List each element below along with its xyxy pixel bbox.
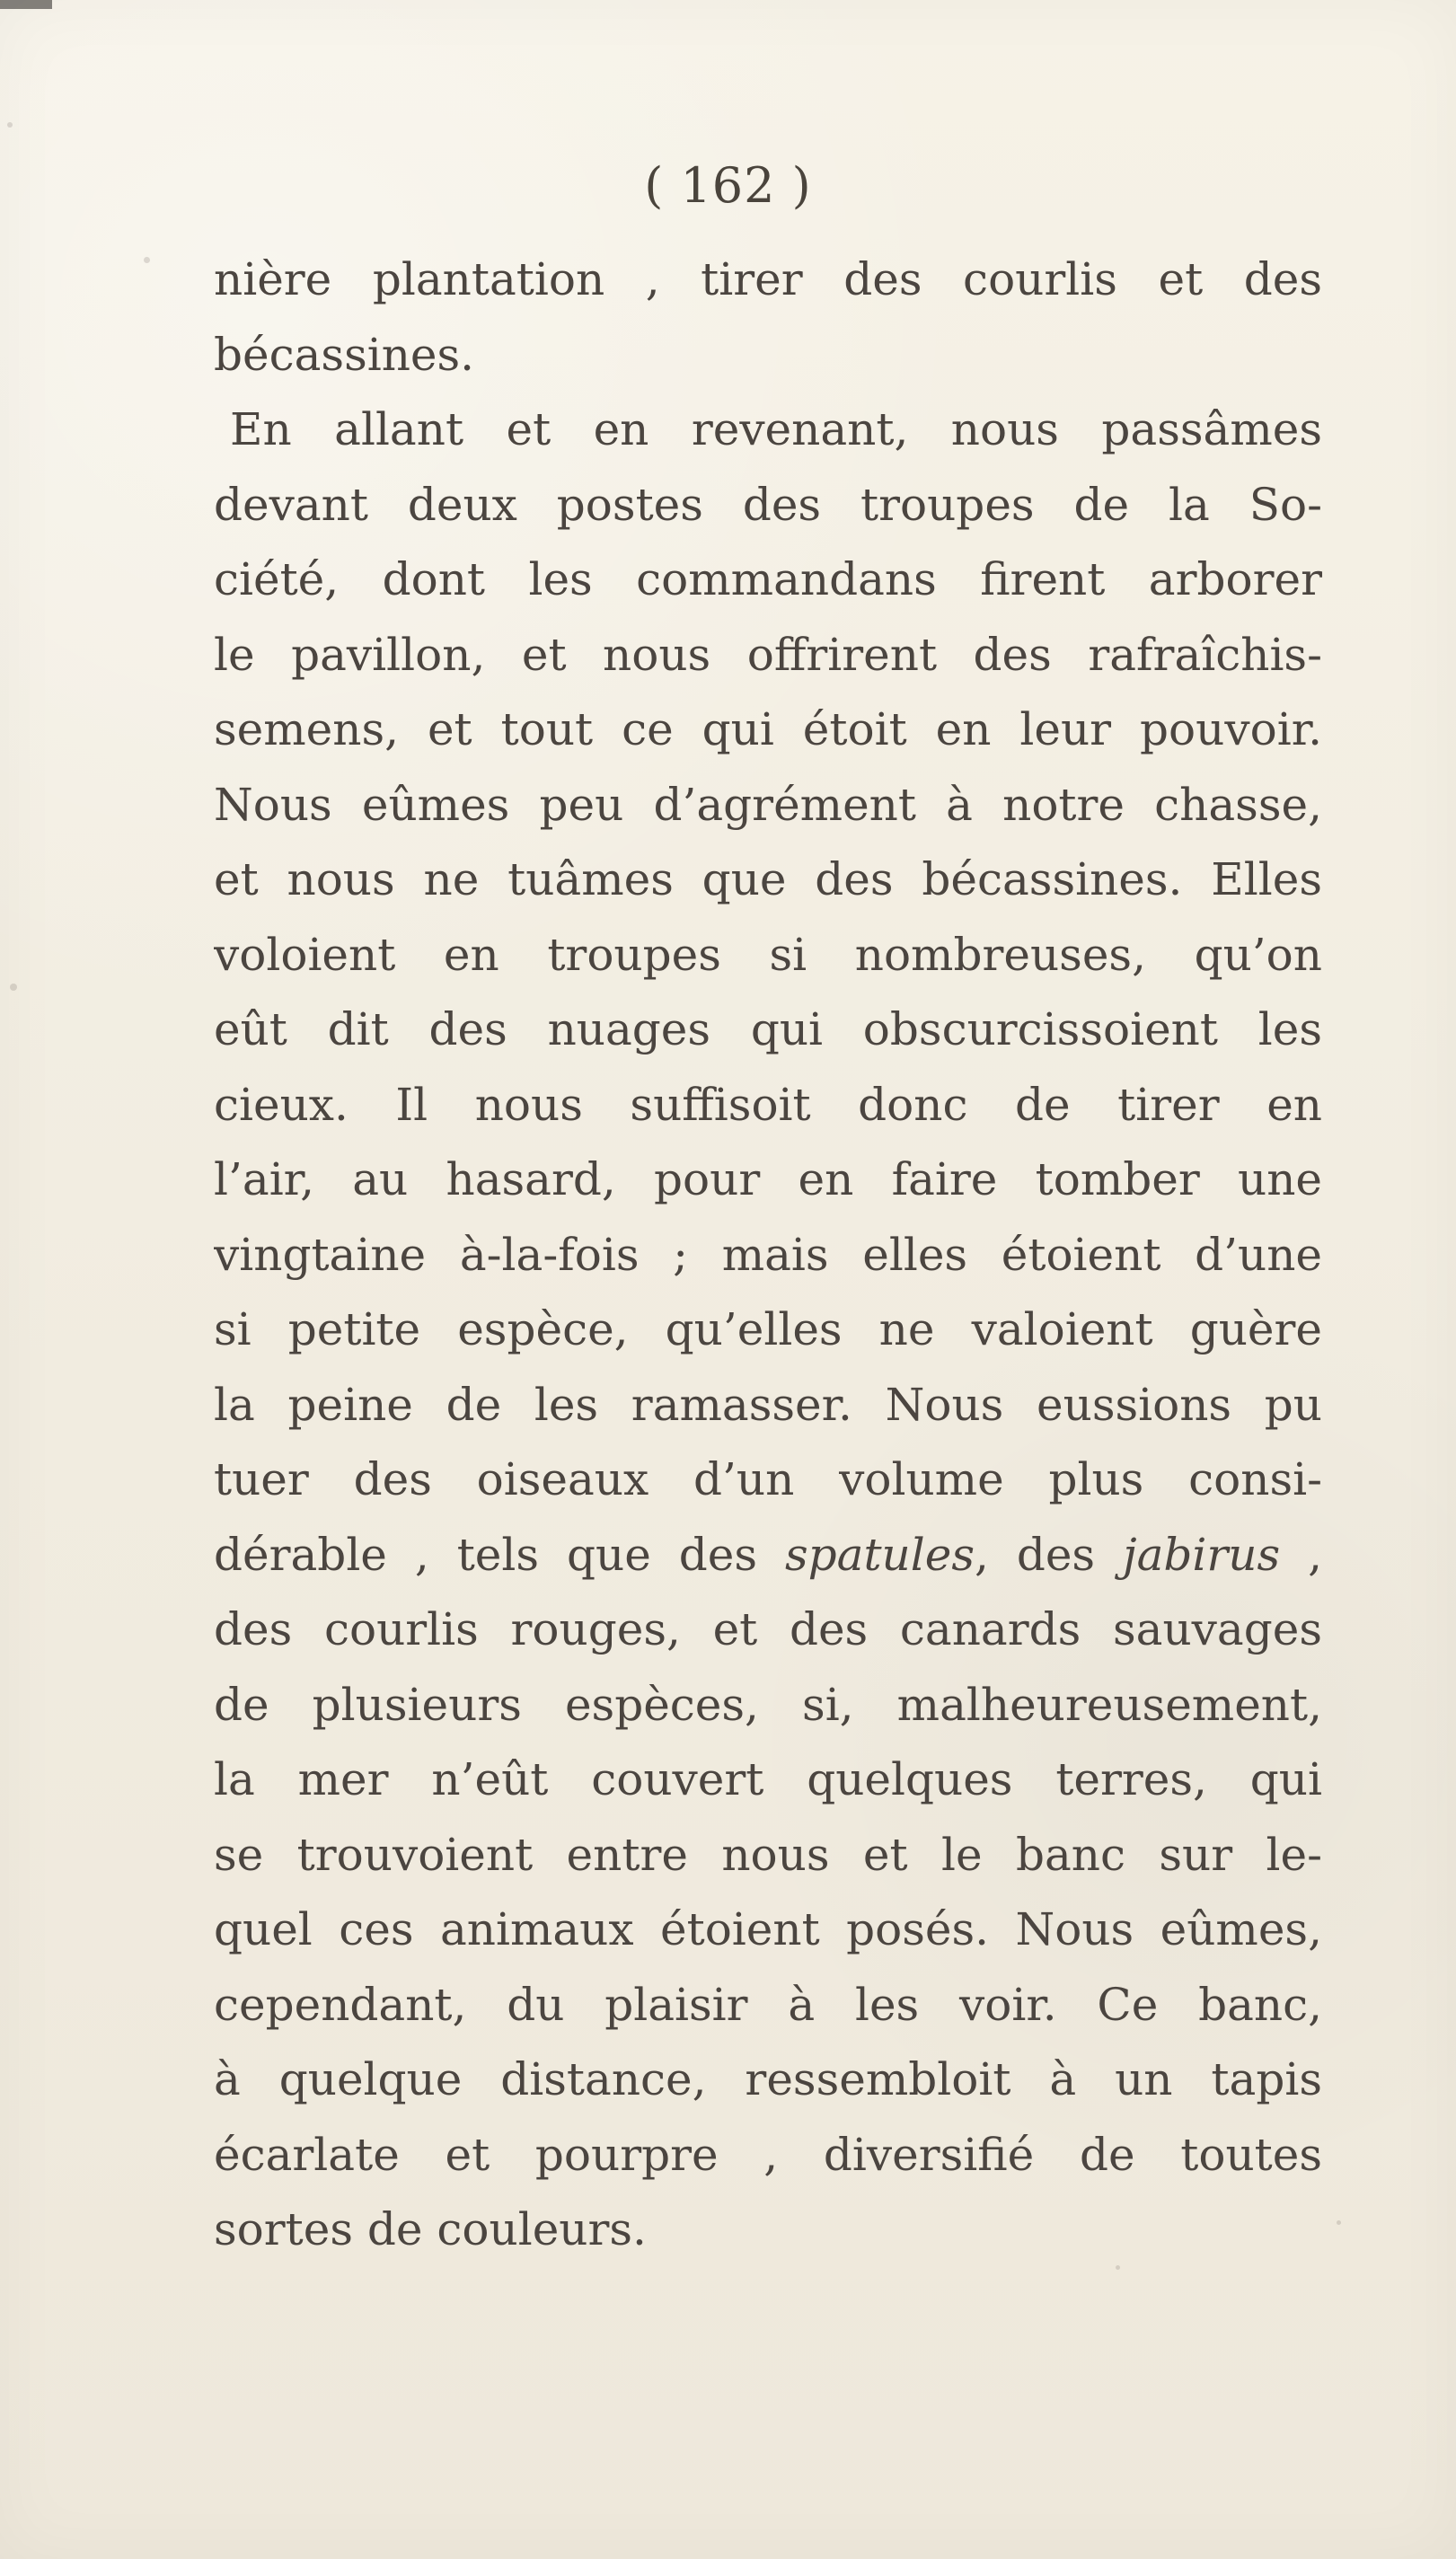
text-line-12: cieux. Il nous suffisoit donc de tirer en	[214, 1078, 1322, 1131]
paper-speck-icon	[144, 257, 150, 263]
text-line-24: cependant, du plaisir à les voir. Ce banc,	[214, 1978, 1322, 2031]
text-line-7: semens, et tout ce qui étoit en leur pouvoir.	[214, 703, 1322, 755]
text-line-18-middle: , des	[974, 1528, 1124, 1581]
text-line-2: bécassines.	[214, 328, 475, 381]
text-line-9: et nous ne tuâmes que des bécassines. Elles	[214, 853, 1322, 905]
text-line-18	[214, 1518, 1322, 1593]
text-line-20: de plusieurs espèces, si, malheureusement,	[214, 1678, 1322, 1731]
text-line-19: des courlis rouges, et des canards sauvages	[214, 1603, 1322, 1655]
text-line-27: sortes de couleurs.	[214, 2203, 647, 2255]
text-line-22: se trouvoient entre nous et le banc sur le-	[214, 1828, 1322, 1881]
italic-term-spatules: spatules	[784, 1528, 975, 1581]
text-line-15: si petite espèce, qu’elles ne valoient guère	[214, 1303, 1322, 1355]
text-line-3: En allant et en revenant, nous passâmes	[230, 403, 1322, 455]
text-line-4: devant deux postes des troupes de la So-	[214, 478, 1322, 531]
text-line-23: quel ces animaux étoient posés. Nous eûmes,	[214, 1903, 1322, 1955]
text-line-1: nière plantation , tirer des courlis et des	[214, 253, 1322, 305]
page-number: ( 162 )	[644, 157, 812, 214]
text-line-18-prefix: dérable , tels que des	[214, 1528, 785, 1581]
text-line-5: ciété, dont les commandans firent arborer	[214, 553, 1322, 605]
text-line-13: l’air, au hasard, pour en faire tomber une	[214, 1153, 1322, 1205]
text-line-26: écarlate et pourpre , diversifié de toutes	[214, 2128, 1322, 2181]
text-line-10: voloient en troupes si nombreuses, qu’on	[214, 928, 1322, 981]
text-line-14: vingtaine à-la-fois ; mais elles étoient d’une	[214, 1228, 1322, 1281]
paper-speck-icon	[1337, 2220, 1341, 2225]
text-line-6: le pavillon, et nous offrirent des rafraîchis-	[214, 628, 1322, 681]
text-line-17: tuer des oiseaux d’un volume plus consi-	[214, 1453, 1322, 1505]
text-line-21: la mer n’eût couvert quelques terres, qui	[214, 1753, 1322, 1805]
text-line-16: la peine de les ramasser. Nous eussions pu	[214, 1378, 1322, 1431]
paper-speck-icon	[10, 984, 17, 991]
text-line-18-suffix: ,	[1280, 1528, 1322, 1581]
page-corner-mark	[0, 0, 52, 9]
body-text	[214, 243, 1322, 2268]
italic-term-jabirus: jabirus	[1123, 1528, 1281, 1581]
text-line-11: eût dit des nuages qui obscurcissoient les	[214, 1003, 1322, 1055]
text-line-25: à quelque distance, ressembloit à un tapis	[214, 2053, 1322, 2105]
paper-speck-icon	[7, 122, 13, 128]
text-line-8: Nous eûmes peu d’agrément à notre chasse,	[214, 778, 1322, 831]
